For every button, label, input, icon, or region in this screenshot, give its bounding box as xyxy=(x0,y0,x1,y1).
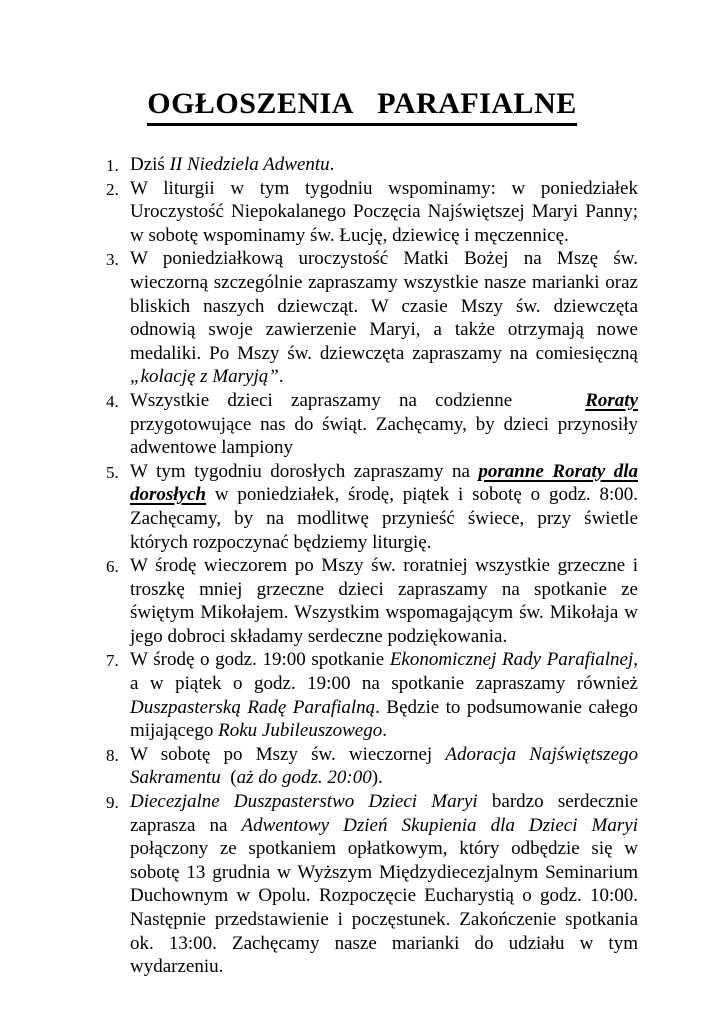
text-segment: Adoracja Najświętszego Sakramentu xyxy=(130,743,638,789)
text-segment: W sobotę po Mszy św. wieczornej xyxy=(130,743,446,765)
text-segment: Ekonomicznej Rady Parafialnej xyxy=(389,649,634,671)
text-segment: połączony ze spotkaniem opłatkowym, który odbędzie się w sobotę 13 grudnia w Wyższym Międzydiecezjalnym Seminarium Duchownym w Opolu. Rozpoczęcie Eucharystią o godz. 10:00. Następnie przedstawienie i poczęstunek. Zakończenie spotkania ok. 13:00. Zachęcamy nasze marianki do udziału w tym wydarzeniu. xyxy=(130,838,638,978)
announcements-list xyxy=(130,153,638,979)
text-segment: W poniedziałkową uroczystość Matki Bożej na Mszę św. wieczorną szczególnie zapraszamy wszystkie nasze marianki oraz bliskich naszych dziewcząt. W czasie Mszy św. dziewczęta odnowią swoje zawierzenie Maryi, a także otrzymają nowe medaliki. Po Mszy św. dziewczęta zapraszamy na comiesięczną xyxy=(130,248,638,364)
list-item xyxy=(130,460,638,554)
text-segment: Roraty xyxy=(585,389,638,411)
list-item xyxy=(130,177,638,248)
text-segment: Adwentowy Dzień Skupienia dla Dzieci Maryi xyxy=(241,814,638,836)
page-title-text: OGŁOSZENIA PARAFIALNE xyxy=(147,87,577,126)
text-segment: Wszystkie dzieci zapraszamy na codzienne xyxy=(130,389,586,411)
text-segment: bardzo serdecznie zaprasza na xyxy=(130,791,638,836)
list-item xyxy=(130,247,638,389)
text-segment: W środę wieczorem po Mszy św. roratniej wszystkie grzeczne i troszkę mniej grzeczne dzieci zapraszamy na spotkanie ze świętym Mikołajem. Wszystkim wspomagającym św. Mikołaja w jego dobroci składamy serdeczne podziękowania. xyxy=(130,555,638,647)
text-segment: Dziś xyxy=(130,154,170,175)
text-segment: aż do godz. 20:00 xyxy=(236,767,372,789)
text-segment: . xyxy=(382,720,387,742)
list-item xyxy=(130,153,638,177)
text-segment: ). xyxy=(371,767,383,789)
list-item xyxy=(130,790,638,979)
list-item xyxy=(130,648,638,742)
text-segment: poranne Roraty dla dorosłych xyxy=(130,460,638,506)
text-segment: W środę o godz. 19:00 spotkanie xyxy=(130,649,390,671)
text-segment: , a w piątek o godz. 19:00 na spotkanie zapraszamy również xyxy=(130,649,638,695)
text-segment: W tym tygodniu dorosłych zapraszamy na xyxy=(130,460,479,482)
list-item xyxy=(130,743,638,790)
text-segment: . xyxy=(329,154,335,175)
text-segment: ( xyxy=(220,767,237,789)
text-segment: „kolację z Maryją” xyxy=(130,366,279,388)
text-segment: II Niedziela Adwentu xyxy=(169,154,330,175)
page-title xyxy=(0,84,724,126)
text-segment: Diecezjalne Duszpasterstwo Dzieci Maryi xyxy=(130,791,478,813)
text-segment: w poniedziałek, środę, piątek i sobotę o godz. 8:00. Zachęcamy, by na modlitwę przynieść świece, przy świetle których rozpoczynać będziemy liturgię. xyxy=(130,484,638,553)
text-segment: przygotowujące nas do świąt. Zachęcamy, by dzieci przynosiły adwentowe lampiony xyxy=(130,413,638,459)
text-segment: Duszpasterską Radę Parafialną xyxy=(130,696,376,718)
text-segment: . Będzie to podsumowanie całego mijającego xyxy=(130,696,638,742)
text-segment: W liturgii w tym tygodniu wspominamy: w poniedziałek Uroczystość Niepokalanego Poczęcia Najświętszej Maryi Panny; w sobotę wspominamy św. Łucję, dziewicę i męczennicę. xyxy=(130,177,638,246)
list-item xyxy=(130,389,638,460)
text-segment: . xyxy=(278,366,284,388)
list-item xyxy=(130,554,638,648)
text-segment: Roku Jubileuszowego xyxy=(218,720,383,742)
